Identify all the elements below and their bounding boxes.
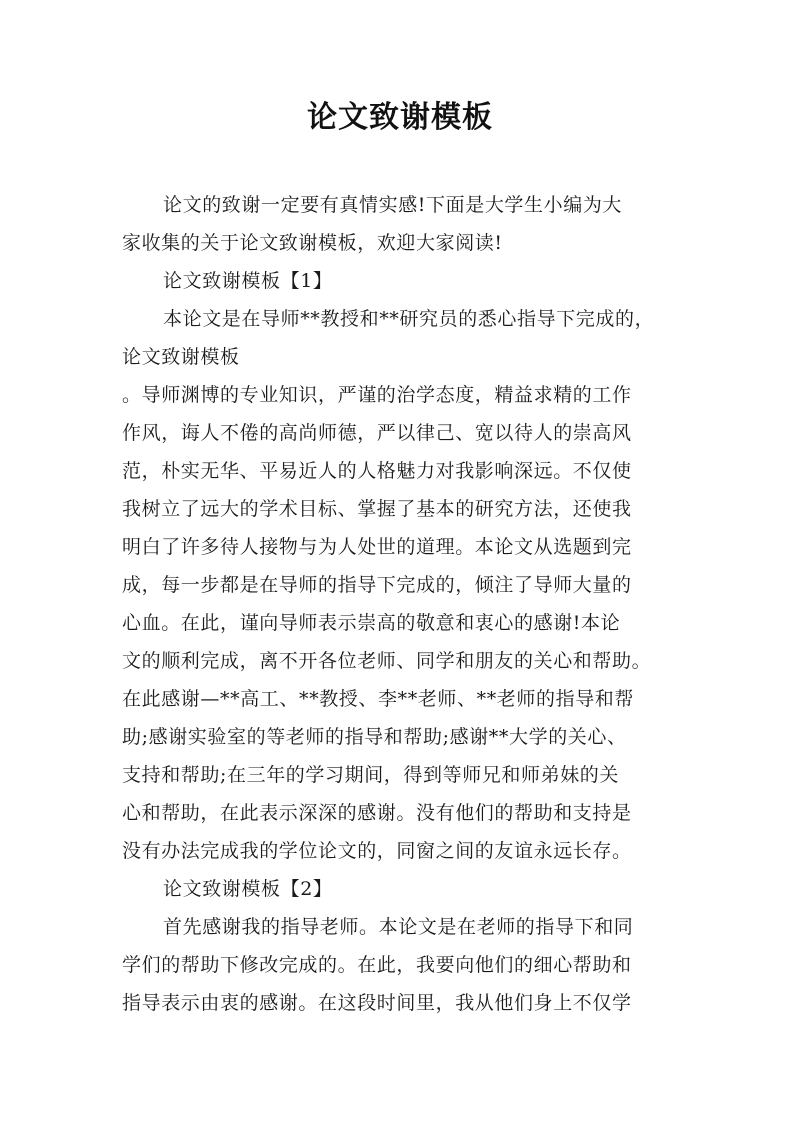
paragraph-line: 家收集的关于论文致谢模板，欢迎大家阅读! [122,232,503,254]
document-title: 论文致谢模板 [307,100,493,135]
paragraph-line: 成，每一步都是在导师的指导下完成的，倾注了导师大量的 [122,574,632,596]
paragraph-line: 学们的帮助下修改完成的。在此，我要向他们的细心帮助和 [122,954,632,976]
paragraph-line: 论文致谢模板 [122,346,240,368]
section-heading: 论文致谢模板【2】 [163,878,333,900]
document-body [122,186,692,1022]
paragraph-line: 首先感谢我的指导老师。本论文是在老师的指导下和同 [163,916,634,938]
paragraph-line: 我树立了远大的学术目标、掌握了基本的研究方法，还使我 [122,498,632,520]
paragraph-line: 心血。在此，谨向导师表示崇高的敬意和衷心的感谢!本论 [122,612,621,634]
paragraph-line: 在此感谢—**高工、**教授、李**老师、**老师的指导和帮 [122,688,635,710]
paragraph-line: 范，朴实无华、平易近人的人格魅力对我影响深远。不仅使 [122,460,632,482]
paragraph-line: 作风，诲人不倦的高尚师德，严以律己、宽以待人的崇高风 [122,422,632,444]
paragraph-line: 文的顺利完成，离不开各位老师、同学和朋友的关心和帮助。 [122,650,652,672]
paragraph-line: 明白了许多待人接物与为人处世的道理。本论文从选题到完 [122,536,632,558]
paragraph-line: 心和帮助，在此表示深深的感谢。没有他们的帮助和支持是 [122,802,632,824]
paragraph-line: 。导师渊博的专业知识，严谨的治学态度，精益求精的工作 [122,384,632,406]
paragraph-line: 支持和帮助;在三年的学习期间，得到等师兄和师弟妹的关 [122,764,620,786]
paragraph-line: 助;感谢实验室的等老师的指导和帮助;感谢**大学的关心、 [122,726,627,748]
paragraph-line: 本论文是在导师**教授和**研究员的悉心指导下完成的， [163,308,655,330]
paragraph-line: 没有办法完成我的学位论文的，同窗之间的友谊永远长存。 [122,840,632,862]
paragraph-line: 论文的致谢一定要有真情实感!下面是大学生小编为大 [163,194,623,216]
section-heading: 论文致谢模板【1】 [163,270,333,292]
paragraph-line: 指导表示由衷的感谢。在这段时间里，我从他们身上不仅学 [122,992,632,1014]
